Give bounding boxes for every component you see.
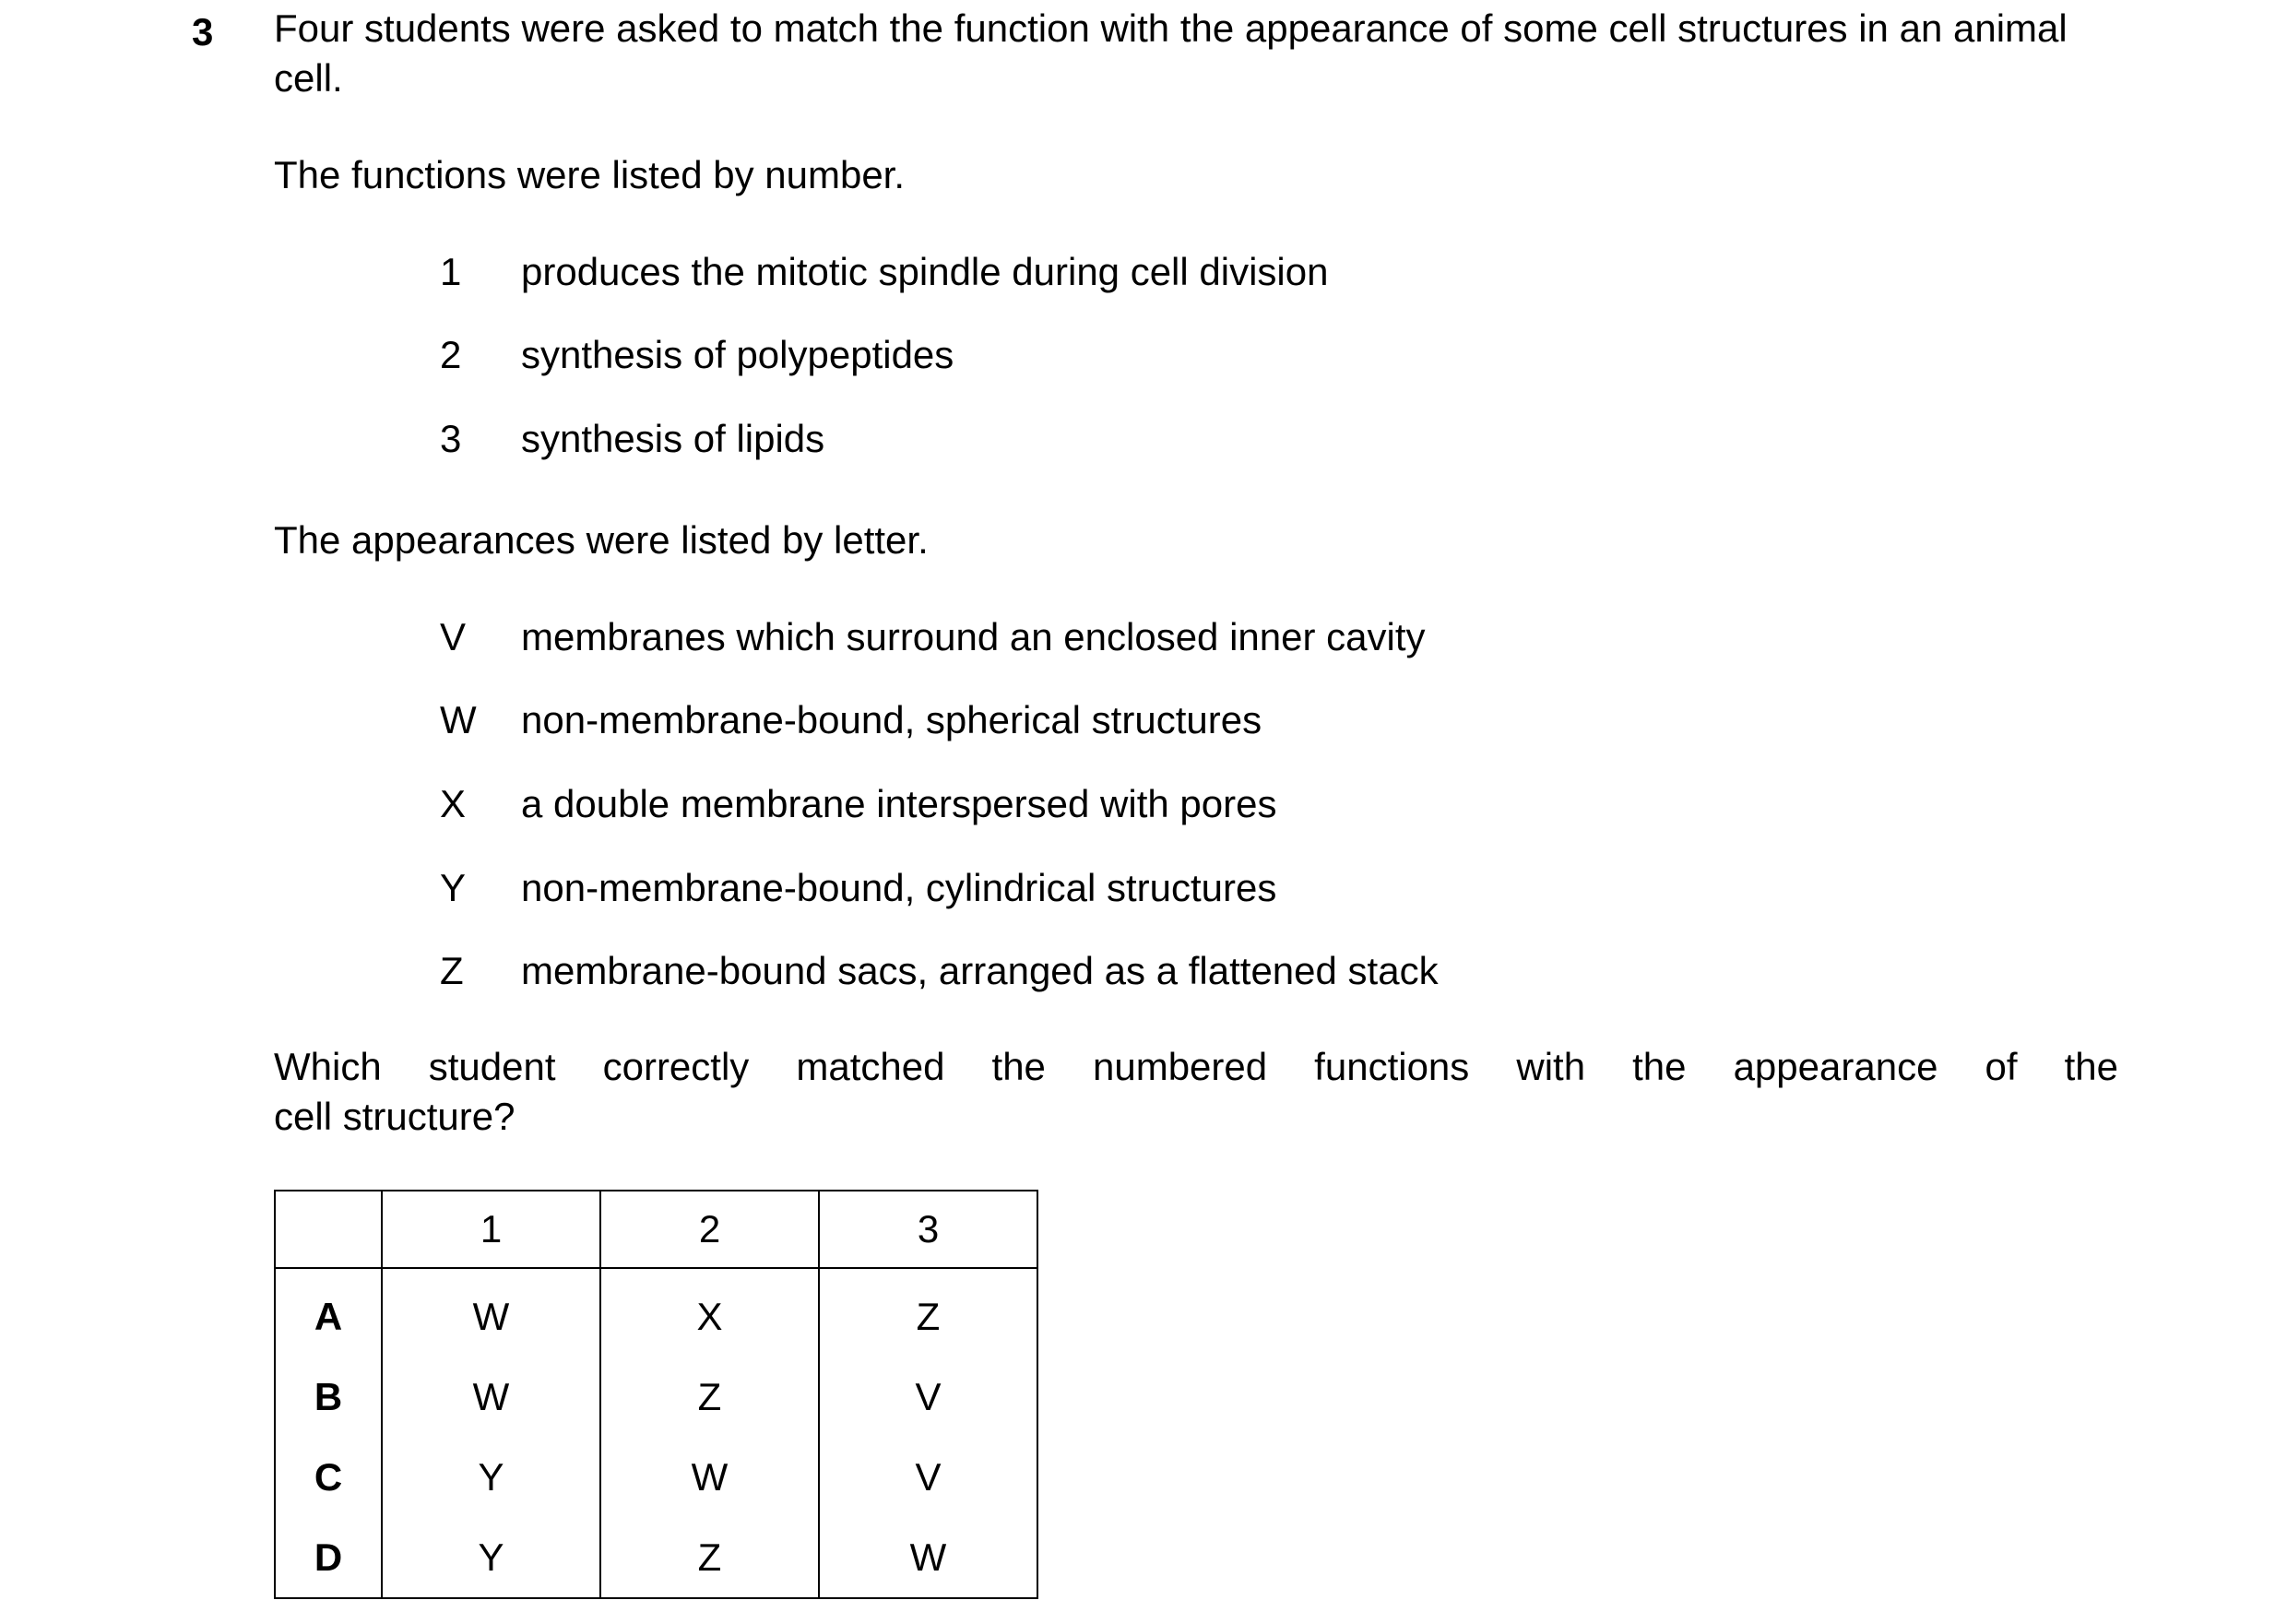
table-cell: Y	[382, 1437, 600, 1517]
table-header-cell	[275, 1191, 382, 1268]
question-prompt	[274, 1042, 2118, 1142]
appearance-text: membrane-bound sacs, arranged as a flattened stack	[521, 949, 1439, 992]
question-number: 3	[192, 10, 214, 53]
table-cell: W	[600, 1437, 819, 1517]
table-cell: X	[600, 1268, 819, 1357]
question-intro: Four students were asked to match the function with the appearance of some cell structures in an animal cell.	[274, 6, 2068, 100]
appearance-key: Y	[440, 866, 467, 909]
table-header-cell: 3	[819, 1191, 1037, 1268]
option-label: B	[275, 1357, 382, 1437]
answer-options-table	[274, 1190, 1038, 1599]
table-cell: V	[819, 1357, 1037, 1437]
appearance-key: W	[440, 698, 477, 741]
function-text: produces the mitotic spindle during cell division	[521, 250, 1329, 293]
option-label: A	[275, 1268, 382, 1357]
table-header-row	[275, 1191, 1037, 1268]
table-cell: V	[819, 1437, 1037, 1517]
function-text: synthesis of polypeptides	[521, 333, 954, 376]
appearance-key: V	[440, 615, 467, 658]
appearance-key: Z	[440, 949, 464, 992]
question-prompt-line1: Which student correctly matched the numbered functions with the appearance of the	[274, 1045, 2118, 1088]
table-cell: W	[382, 1357, 600, 1437]
functions-intro: The functions were listed by number.	[274, 153, 906, 196]
table-cell: W	[382, 1268, 600, 1357]
table-cell: Y	[382, 1517, 600, 1598]
appearance-text: non-membrane-bound, cylindrical structures	[521, 866, 1277, 909]
function-key: 1	[440, 250, 462, 293]
option-label: C	[275, 1437, 382, 1517]
appearance-text: non-membrane-bound, spherical structures	[521, 698, 1262, 741]
table-cell: W	[819, 1517, 1037, 1598]
appearance-text: membranes which surround an enclosed inner cavity	[521, 615, 1426, 658]
table-row	[275, 1268, 1037, 1357]
table-cell: Z	[819, 1268, 1037, 1357]
table-cell: Z	[600, 1357, 819, 1437]
table-row	[275, 1437, 1037, 1517]
table-header-cell: 1	[382, 1191, 600, 1268]
table-row	[275, 1357, 1037, 1437]
function-key: 2	[440, 333, 462, 376]
table-row	[275, 1517, 1037, 1598]
appearances-intro: The appearances were listed by letter.	[274, 518, 929, 562]
table-cell: Z	[600, 1517, 819, 1598]
function-text: synthesis of lipids	[521, 417, 825, 460]
question-prompt-line2: cell structure?	[274, 1095, 515, 1138]
function-key: 3	[440, 417, 462, 460]
table-header-cell: 2	[600, 1191, 819, 1268]
appearance-text: a double membrane interspersed with pores	[521, 782, 1277, 825]
option-label: D	[275, 1517, 382, 1598]
appearance-key: X	[440, 782, 467, 825]
